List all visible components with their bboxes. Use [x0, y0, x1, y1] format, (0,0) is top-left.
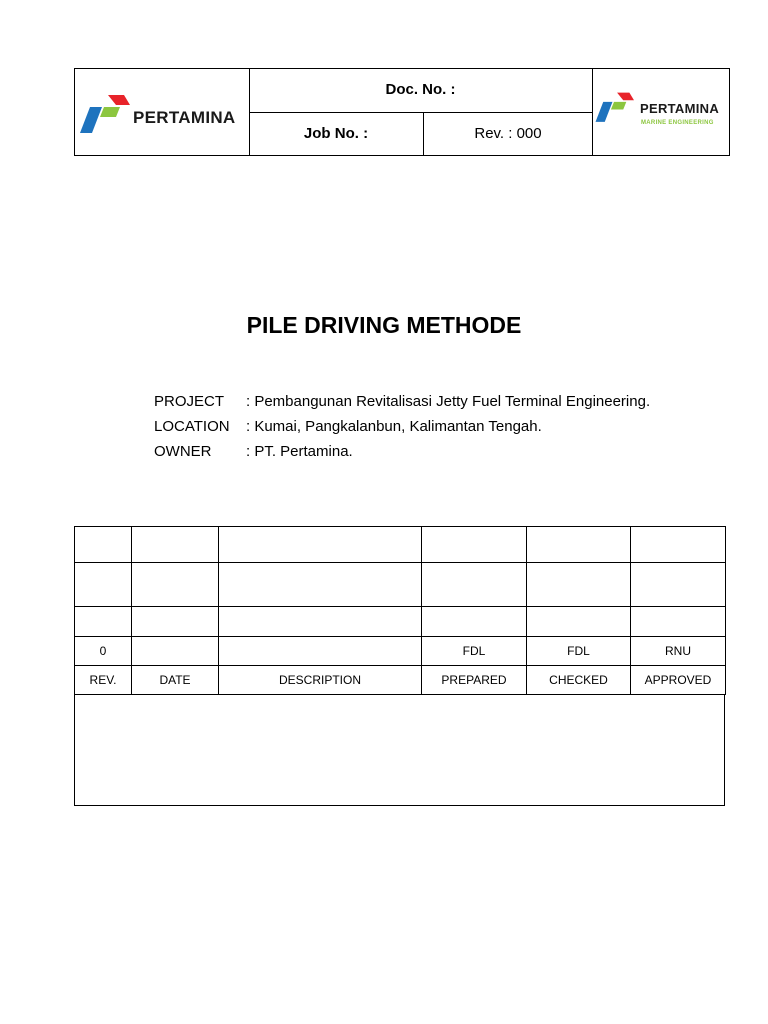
- table-row: [75, 637, 726, 666]
- remarks-box: [74, 694, 725, 806]
- table-cell: [422, 607, 527, 637]
- doc-number-label: Doc. No. :: [249, 69, 592, 113]
- table-cell: RNU: [631, 637, 726, 666]
- table-cell: [219, 563, 422, 607]
- pertamina-emblem-icon: [78, 93, 130, 137]
- column-header: DATE: [132, 666, 219, 695]
- table-cell: [422, 563, 527, 607]
- table-cell: [219, 637, 422, 666]
- table-row: [75, 607, 726, 637]
- table-cell: [631, 527, 726, 563]
- table-cell: 0: [75, 637, 132, 666]
- column-header: REV.: [75, 666, 132, 695]
- table-cell: [132, 607, 219, 637]
- table-cell: [132, 527, 219, 563]
- revision-table: [74, 526, 726, 695]
- pertamina-emblem-icon: [594, 91, 634, 125]
- table-cell: [132, 637, 219, 666]
- table-cell: [631, 607, 726, 637]
- table-cell: FDL: [422, 637, 527, 666]
- table-cell: [75, 563, 132, 607]
- table-cell: [75, 607, 132, 637]
- document-header: [74, 68, 730, 156]
- meta-key: OWNER: [154, 443, 212, 460]
- column-header: PREPARED: [422, 666, 527, 695]
- revision-label: Rev. : 000: [474, 125, 542, 142]
- table-cell: [527, 563, 631, 607]
- table-cell: [219, 607, 422, 637]
- table-row: [75, 563, 726, 607]
- logo-subtitle: MARINE ENGINEERING: [641, 120, 714, 126]
- document-title: PILE DRIVING METHODE: [246, 312, 522, 338]
- meta-value: : PT. Pertamina.: [246, 443, 353, 460]
- column-header: DESCRIPTION: [219, 666, 422, 695]
- table-cell: [631, 563, 726, 607]
- table-cell: [422, 527, 527, 563]
- pertamina-marine-logo-right: [592, 69, 729, 155]
- pertamina-logo-left: [75, 69, 250, 155]
- column-header: APPROVED: [631, 666, 726, 695]
- table-cell: [132, 563, 219, 607]
- table-cell: [75, 527, 132, 563]
- job-number-label: Job No. :: [249, 113, 424, 155]
- meta-value: : Kumai, Pangkalanbun, Kalimantan Tengah.: [246, 418, 542, 435]
- doc-info-block: [249, 69, 593, 155]
- column-header: CHECKED: [527, 666, 631, 695]
- table-cell: [219, 527, 422, 563]
- table-cell: [527, 527, 631, 563]
- table-cell: [527, 607, 631, 637]
- table-cell: FDL: [527, 637, 631, 666]
- meta-key: PROJECT: [154, 393, 225, 410]
- table-header-row: [75, 666, 726, 695]
- table-row: [75, 527, 726, 563]
- meta-key: LOCATION: [154, 418, 230, 435]
- meta-value: : Pembangunan Revitalisasi Jetty Fuel Terminal Engineering.: [246, 393, 651, 410]
- logo-wordmark: PERTAMINA: [133, 108, 236, 127]
- logo-wordmark: PERTAMINA: [640, 101, 720, 116]
